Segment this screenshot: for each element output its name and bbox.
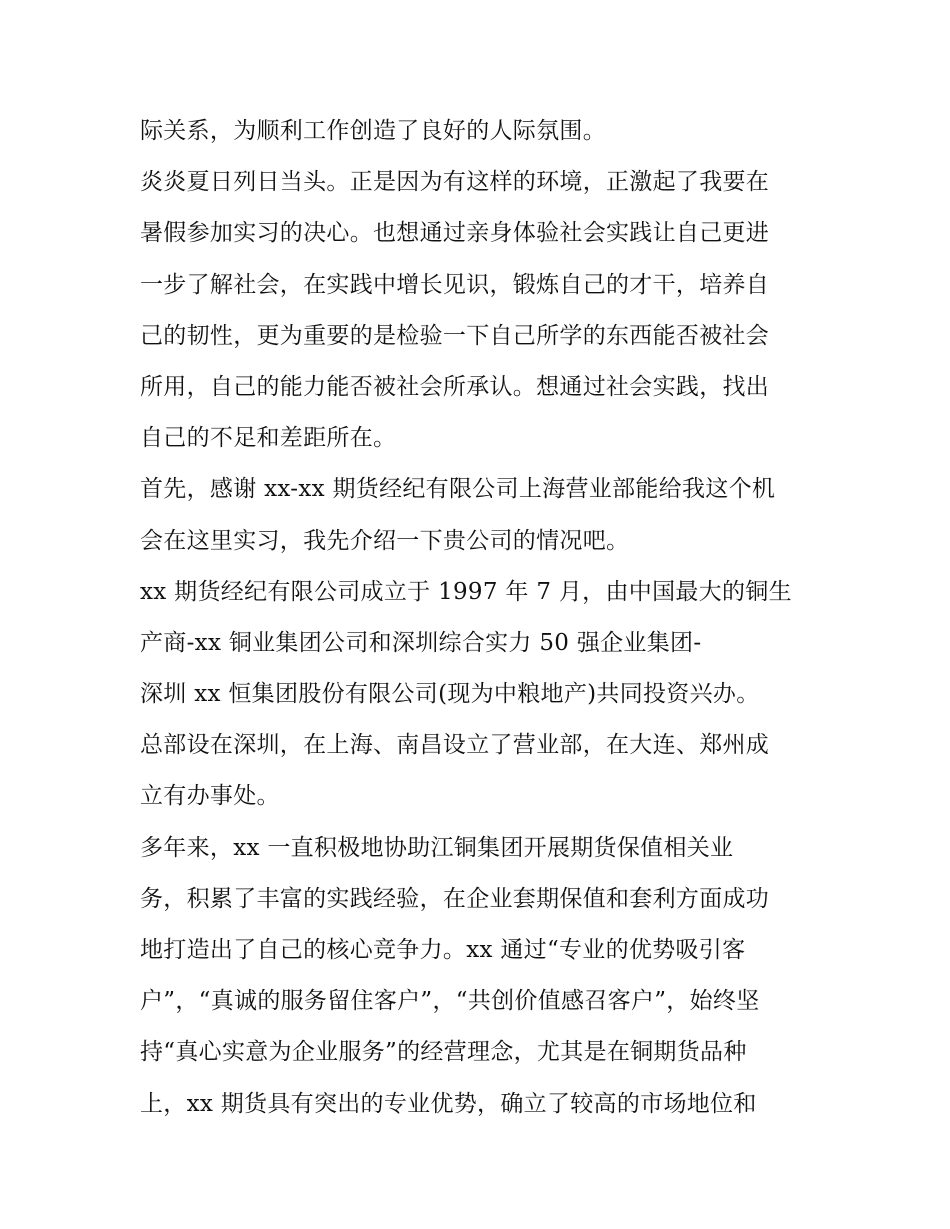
body-text	[140, 106, 820, 1130]
text-line: 深圳 xx 恒集团股份有限公司(现为中粮地产)共同投资兴办。	[140, 681, 760, 708]
text-line: 所用，自己的能力能否被社会所承认。想通过社会实践，找出	[140, 373, 770, 400]
text-line: 暑假参加实习的决心。也想通过亲身体验社会实践让自己更进	[140, 220, 770, 247]
text-line: 户”，“真诚的服务留住客户”，“共创价值感召客户”，始终坚	[140, 988, 760, 1015]
text-line: 一步了解社会，在实践中增长见识，锻炼自己的才干，培养自	[140, 271, 770, 298]
text-line: 多年来，xx 一直积极地协助江铜集团开展期货保值相关业	[140, 834, 734, 861]
text-line: xx 期货经纪有限公司成立于 1997 年 7 月，由中国最大的铜生	[140, 578, 792, 605]
text-line: 首先，感谢 xx-xx 期货经纪有限公司上海营业部能给我这个机	[140, 476, 776, 503]
text-line: 会在这里实习，我先介绍一下贵公司的情况吧。	[140, 527, 630, 554]
text-line: 地打造出了自己的核心竞争力。xx 通过“专业的优势吸引客	[140, 937, 746, 963]
text-line: 际关系，为顺利工作创造了良好的人际氛围。	[140, 118, 606, 144]
text-line: 自己的不足和差距所在。	[140, 425, 397, 452]
text-line: 上，xx 期货具有突出的专业优势，确立了较高的市场地位和	[140, 1090, 757, 1117]
text-line: 持“真心实意为企业服务”的经营理念，尤其是在铜期货品种	[140, 1039, 747, 1066]
text-line: 产商-xx 铜业集团公司和深圳综合实力 50 强企业集团-	[140, 629, 702, 656]
text-line: 立有办事处。	[140, 783, 280, 810]
text-line: 总部设在深圳，在上海、南昌设立了营业部，在大连、郑州成	[140, 732, 770, 759]
text-line: 务，积累了丰富的实践经验，在企业套期保值和套利方面成功	[140, 885, 770, 912]
text-line: 炎炎夏日列日当头。正是因为有这样的环境，正激起了我要在	[140, 169, 770, 196]
text-line: 己的韧性，更为重要的是检验一下自己所学的东西能否被社会	[140, 322, 770, 349]
